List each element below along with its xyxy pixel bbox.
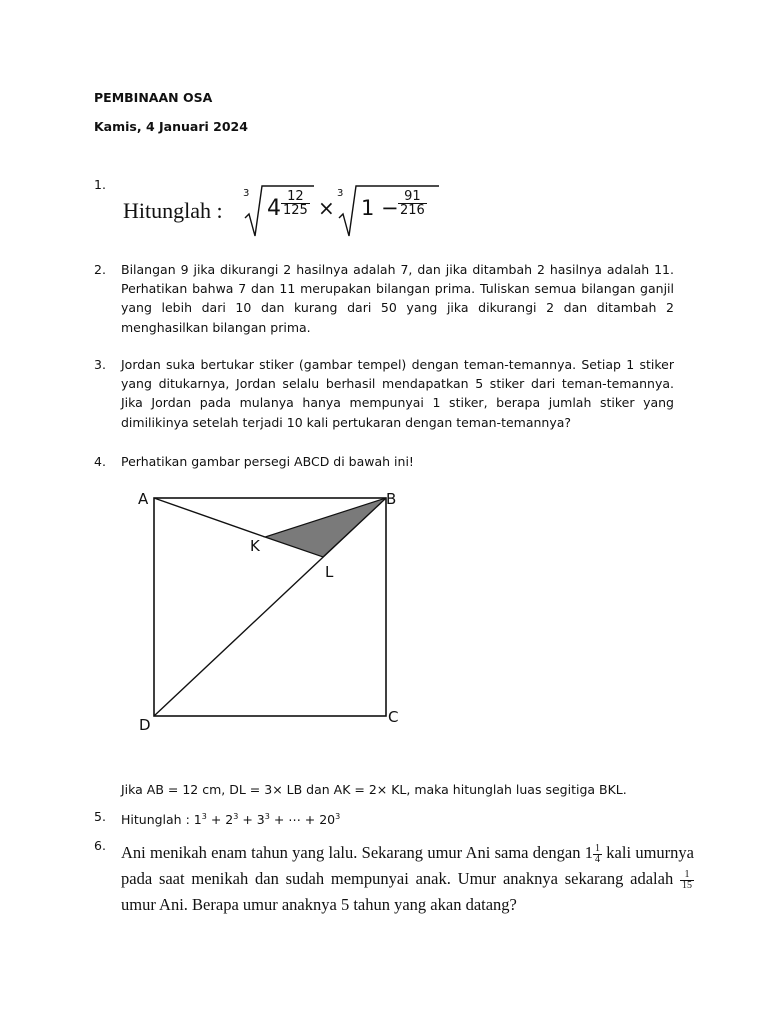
fraction-numerator: 1 (595, 842, 600, 854)
one-minus: 1 − (361, 196, 399, 220)
square-abcd-figure (130, 482, 420, 742)
question-6-part-b: kali umurnya pada saat menikah dan sudah mempunyai anak. Umur anaknya sekarang adalah (121, 843, 694, 888)
question-4-number: 4. (94, 454, 106, 469)
fraction-1-15 (680, 870, 694, 891)
mixed-number-fraction (593, 844, 602, 865)
fraction-numerator: 1 (680, 870, 694, 881)
question-6-part-a: Ani menikah enam tahun yang lalu. Sekarang umur Ani sama dengan (121, 843, 581, 862)
question-3-number: 3. (94, 357, 106, 372)
plus-sign: + (210, 812, 222, 828)
label-a: A (138, 490, 149, 508)
term-3: 3 (256, 812, 265, 828)
segment-ak (154, 498, 265, 537)
question-6-text (121, 840, 694, 918)
question-6-number: 6. (94, 838, 106, 853)
mixed-number-whole: 1 (584, 843, 593, 862)
fraction-denominator: 15 (682, 879, 692, 891)
question-5-expression (121, 807, 674, 829)
whole-number: 4 (267, 196, 281, 221)
ellipsis: ⋯ (288, 812, 301, 828)
plus-sign: + (273, 812, 285, 828)
fraction-numerator: 12 (281, 190, 310, 204)
exponent: 3 (201, 812, 207, 821)
question-6-part-c: umur Ani. Berapa umur anaknya 5 tahun yang akan datang? (121, 895, 517, 914)
exponent: 3 (264, 812, 270, 821)
worksheet-title: PEMBINAAN OSA (94, 90, 213, 105)
fraction-denominator: 4 (595, 853, 600, 865)
fraction-denominator: 125 (283, 203, 308, 218)
question-3-text: Jordan suka bertukar stiker (gambar tempel) dengan teman-temannya. Setiap 1 stiker yang ditukarnya, Jordan selalu berhasil mendapatkan 5 stiker dari teman-temannya. Jika Jordan pada mulanya hanya mempunyai 1 stiker, berapa jumlah stiker yang dimilikinya setelah terjadi 10 kali pertukaran dengan teman-temannya? (121, 357, 674, 430)
question-4-intro: Perhatikan gambar persegi ABCD di bawah ini! (121, 454, 414, 469)
worksheet-date: Kamis, 4 Januari 2024 (94, 119, 248, 134)
triangle-bkl (265, 498, 386, 557)
question-1-number: 1. (94, 177, 106, 192)
exponent: 3 (335, 812, 341, 821)
question-5-number: 5. (94, 809, 106, 824)
plus-sign: + (304, 812, 316, 828)
label-c: C (388, 708, 399, 726)
fraction-denominator: 216 (400, 203, 425, 218)
question-4-question: Jika AB = 12 cm, DL = 3× LB dan AK = 2× KL, maka hitunglah luas segitiga BKL. (121, 782, 627, 797)
exponent: 3 (233, 812, 239, 821)
root-index-1: 3 (243, 188, 250, 199)
label-l: L (325, 563, 334, 581)
question-1-label: Hitunglah : (123, 198, 223, 223)
question-2-text: Bilangan 9 jika dikurangi 2 hasilnya adalah 7, dan jika ditambah 2 hasilnya adalah 11. Perhatikan bahwa 7 dan 11 merupakan bilangan prima. Tuliskan semua bilangan ganjil yang lebih dari 10 dan kurang dari 50 yang jika dikurangi 2 dan ditambah 2 menghasilkan bilangan prima. (121, 262, 674, 335)
term-1: 1 (193, 812, 202, 828)
label-d: D (139, 716, 151, 734)
label-b: B (386, 490, 397, 508)
term-20: 20 (319, 812, 336, 828)
label-k: K (250, 537, 260, 555)
root-index-2: 3 (337, 188, 344, 199)
question-5-label: Hitunglah : (121, 812, 190, 828)
fraction-12-125 (281, 190, 310, 217)
fraction-91-216 (398, 190, 427, 217)
question-2-number: 2. (94, 262, 106, 277)
term-2: 2 (225, 812, 234, 828)
times-sign: × (318, 196, 335, 220)
fraction-numerator: 91 (398, 190, 427, 204)
question-1-expression (121, 180, 451, 244)
plus-sign: + (242, 812, 253, 828)
